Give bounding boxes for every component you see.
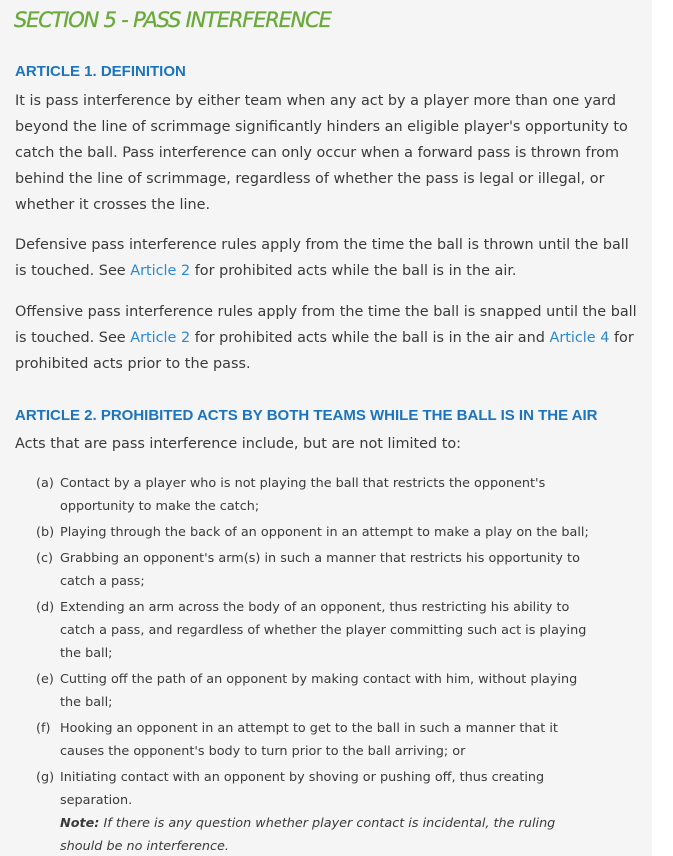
list-item-letter: (f) xyxy=(36,721,51,736)
note xyxy=(60,812,596,856)
article-1-paragraph-definition: It is pass interference by either team when any act by a player more than one yard beyond the line of scrimmage significantly hinders an eligible player's opportunity to catch the ball. Pass interference can only occur when a forward pass is thrown from behind the line of scrimmage, regardless of whether the pass is legal or illegal, or whether it crosses the line. xyxy=(15,93,628,213)
list-item-letter: (c) xyxy=(36,551,54,566)
text-run: Defensive pass interference rules apply from the time the ball is thrown until the ball is touched. See xyxy=(15,237,629,279)
list-item-letter: (e) xyxy=(36,672,54,687)
article-2-intro: Acts that are pass interference include, but are not limited to: xyxy=(15,436,462,452)
note-text: If there is any question whether player contact is incidental, the ruling should be no interference. xyxy=(60,816,556,854)
article-2-heading: ARTICLE 2. PROHIBITED ACTS BY BOTH TEAMS WHILE THE BALL IS IN THE AIR xyxy=(15,407,598,424)
list-item-text: Contact by a player who is not playing the ball that restricts the opponent's opportunity to make the catch; xyxy=(60,476,546,514)
section-title: SECTION 5 - PASS INTERFERENCE xyxy=(14,8,331,32)
list-item-text: Extending an arm across the body of an opponent, thus restricting his ability to catch a pass, and regardless of whether the player committing such act is playing the ball; xyxy=(60,600,587,661)
text-run: for prohibited acts while the ball is in the air. xyxy=(190,263,517,279)
list-item-letter: (b) xyxy=(36,525,55,540)
list-item-letter: (a) xyxy=(36,476,54,491)
text-run: for prohibited acts while the ball is in the air and xyxy=(190,330,550,346)
list-item xyxy=(36,547,596,593)
article-2-link[interactable]: Article 2 xyxy=(130,263,191,279)
list-item-letter: (d) xyxy=(36,600,55,615)
article-1-paragraph-defensive xyxy=(15,232,640,284)
article-2-link[interactable]: Article 2 xyxy=(130,330,191,346)
list-item-text: Initiating contact with an opponent by shoving or pushing off, thus creating separation. xyxy=(60,770,545,808)
prohibited-acts-list xyxy=(36,472,596,856)
article-1-heading: ARTICLE 1. DEFINITION xyxy=(15,63,186,80)
text-run: for prohibited acts prior to the pass. xyxy=(15,330,634,372)
list-item xyxy=(36,766,596,856)
list-item-text: Cutting off the path of an opponent by making contact with him, without playing the ball; xyxy=(60,672,578,710)
list-item-text: Playing through the back of an opponent in an attempt to make a play on the ball; xyxy=(60,525,589,540)
text-run: Offensive pass interference rules apply from the time the ball is snapped until the ball is touched. See xyxy=(15,304,637,346)
list-item xyxy=(36,472,596,518)
list-item-text: Grabbing an opponent's arm(s) in such a manner that restricts his opportunity to catch a pass; xyxy=(60,551,580,589)
list-item xyxy=(36,521,596,544)
list-item xyxy=(36,668,596,714)
note-label: Note: xyxy=(60,816,100,831)
article-1-paragraph-offensive xyxy=(15,299,640,377)
list-item xyxy=(36,596,596,665)
list-item-letter: (g) xyxy=(36,770,55,785)
list-item xyxy=(36,717,596,763)
list-item-text: Hooking an opponent in an attempt to get to the ball in such a manner that it causes the opponent's body to turn prior to the ball arriving; or xyxy=(60,721,558,759)
article-4-link[interactable]: Article 4 xyxy=(549,330,610,346)
